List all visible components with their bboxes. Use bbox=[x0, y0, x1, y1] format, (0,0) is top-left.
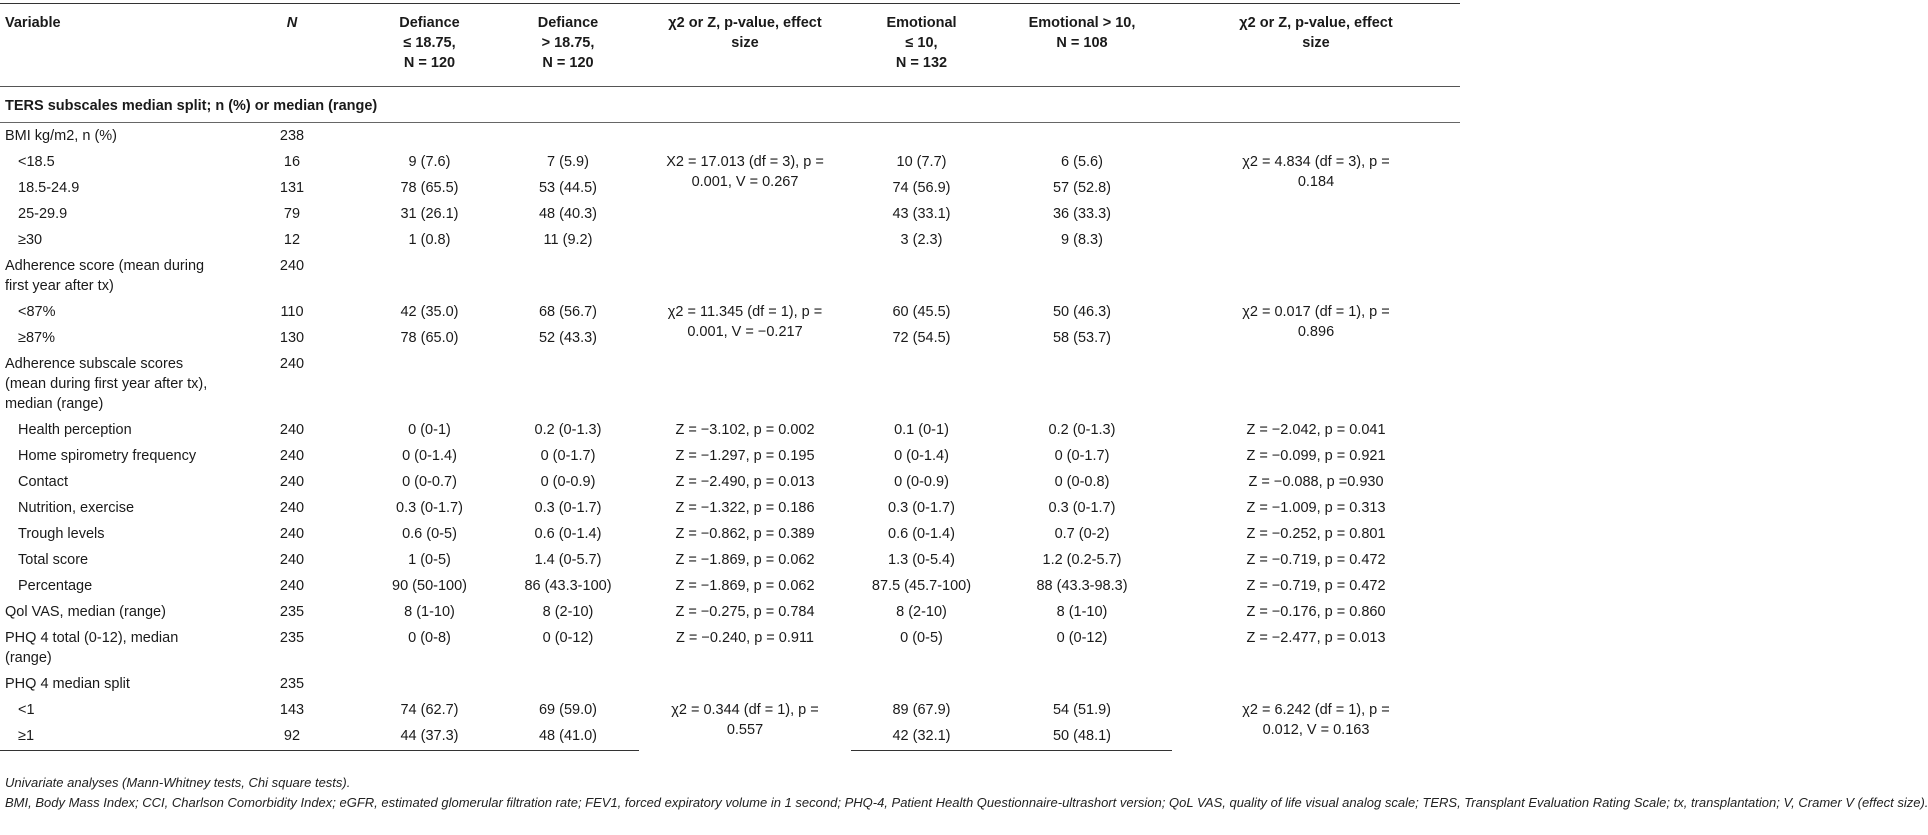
cell-stat-2: Z = −2.042, p = 0.041 bbox=[1246, 422, 1386, 438]
row-label: Adherence subscale scores (mean during first year after tx), median (range) bbox=[5, 356, 208, 412]
cell-defiance-high: 48 (40.3) bbox=[538, 206, 598, 222]
row-label: Nutrition, exercise bbox=[18, 500, 135, 516]
header-n: N bbox=[286, 15, 298, 31]
row-label: Contact bbox=[18, 474, 68, 490]
cell-stat-2: Z = −0.176, p = 0.860 bbox=[1246, 604, 1386, 620]
cell-defiance-low: 78 (65.0) bbox=[400, 330, 459, 346]
cell-emotional-low: 0 (0-0.9) bbox=[894, 474, 949, 490]
table-footnotes bbox=[5, 773, 1928, 813]
cell-emotional-high: 57 (52.8) bbox=[1052, 180, 1112, 196]
cell-stat-2: χ2 = 0.017 (df = 1), p = 0.896 bbox=[1242, 304, 1390, 340]
cell-stat-2: Z = −1.009, p = 0.313 bbox=[1246, 500, 1386, 516]
cell-stat-1: Z = −1.869, p = 0.062 bbox=[675, 552, 815, 568]
row-label: ≥30 bbox=[18, 232, 43, 248]
cell-emotional-high: 8 (1-10) bbox=[1056, 604, 1108, 620]
cell-emotional-low: 89 (67.9) bbox=[892, 702, 951, 718]
header-stat-2: χ2 or Z, p-value, effect size bbox=[1239, 15, 1393, 51]
cell-n: 235 bbox=[279, 676, 305, 692]
cell-n: 240 bbox=[279, 578, 305, 594]
cell-emotional-low: 72 (54.5) bbox=[892, 330, 951, 346]
cell-emotional-high: 1.2 (0.2-5.7) bbox=[1042, 552, 1122, 568]
cell-emotional-high: 50 (48.1) bbox=[992, 723, 1172, 751]
footnote-analyses: Univariate analyses (Mann-Whitney tests, Chi square tests). bbox=[5, 775, 351, 790]
header-defiance-high: Defiance > 18.75, N = 120 bbox=[537, 15, 599, 71]
cell-stat-1: Z = −0.275, p = 0.784 bbox=[675, 604, 815, 620]
cell-defiance-low: 0.6 (0-5) bbox=[402, 526, 457, 542]
cell-defiance-low: 1 (0-5) bbox=[408, 552, 451, 568]
cell-emotional-low: 60 (45.5) bbox=[892, 304, 951, 320]
row-label: <18.5 bbox=[18, 154, 55, 170]
cell-emotional-high: 0.2 (0-1.3) bbox=[1048, 422, 1116, 438]
section-row bbox=[0, 87, 1460, 123]
row-label: ≥87% bbox=[18, 330, 55, 346]
cell-emotional-high: 6 (5.6) bbox=[1061, 154, 1103, 170]
cell-n: 240 bbox=[279, 552, 305, 568]
cell-stat-2: Z = −0.719, p = 0.472 bbox=[1246, 578, 1386, 594]
table-row bbox=[0, 697, 1460, 723]
header-defiance-low: Defiance ≤ 18.75, N = 120 bbox=[399, 15, 460, 71]
cell-defiance-low: 31 (26.1) bbox=[400, 206, 459, 222]
cell-emotional-high: 0.3 (0-1.7) bbox=[1048, 500, 1116, 516]
cell-defiance-low: 78 (65.5) bbox=[400, 180, 459, 196]
row-label: Health perception bbox=[18, 422, 132, 438]
header-row bbox=[0, 4, 1460, 87]
cell-stat-2: Z = −0.252, p = 0.801 bbox=[1246, 526, 1386, 542]
cell-defiance-high: 11 (9.2) bbox=[543, 232, 593, 248]
table-row bbox=[0, 201, 1460, 227]
row-label: PHQ 4 median split bbox=[5, 676, 130, 692]
cell-defiance-high: 69 (59.0) bbox=[538, 702, 598, 718]
cell-n: 240 bbox=[279, 500, 305, 516]
cell-emotional-low: 10 (7.7) bbox=[896, 154, 947, 170]
cell-n: 240 bbox=[279, 474, 305, 490]
table-row bbox=[0, 521, 1460, 547]
cell-emotional-high: 0.7 (0-2) bbox=[1054, 526, 1110, 542]
cell-defiance-high: 68 (56.7) bbox=[538, 304, 598, 320]
cell-emotional-low: 0.1 (0-1) bbox=[894, 422, 949, 438]
cell-emotional-low: 3 (2.3) bbox=[900, 232, 943, 248]
cell-stat-1: Z = −0.240, p = 0.911 bbox=[676, 630, 814, 646]
cell-stat-1: Z = −0.862, p = 0.389 bbox=[675, 526, 815, 542]
cell-emotional-low: 0 (0-5) bbox=[900, 630, 943, 646]
cell-stat-2: χ2 = 4.834 (df = 3), p = 0.184 bbox=[1242, 154, 1390, 190]
cell-defiance-high: 8 (2-10) bbox=[542, 604, 594, 620]
cell-stat-1: Z = −1.322, p = 0.186 bbox=[675, 500, 815, 516]
cell-defiance-high: 0.6 (0-1.4) bbox=[534, 526, 602, 542]
cell-defiance-low: 44 (37.3) bbox=[362, 723, 497, 751]
row-label: <1 bbox=[18, 702, 35, 718]
cell-stat-1: Z = −3.102, p = 0.002 bbox=[675, 422, 815, 438]
cell-defiance-low: 0 (0-0.7) bbox=[402, 474, 457, 490]
cell-emotional-low: 8 (2-10) bbox=[896, 604, 947, 620]
cell-n: 240 bbox=[279, 422, 305, 438]
row-label: Trough levels bbox=[18, 526, 105, 542]
table-row bbox=[0, 469, 1460, 495]
cell-defiance-high: 0 (0-1.7) bbox=[540, 448, 596, 464]
table-row bbox=[0, 547, 1460, 573]
header-emotional-low: Emotional ≤ 10, N = 132 bbox=[886, 15, 957, 71]
cell-emotional-low: 0.6 (0-1.4) bbox=[888, 526, 955, 542]
cell-n: 12 bbox=[283, 232, 301, 248]
cell-n: 79 bbox=[283, 206, 301, 222]
cell-stat-2: Z = −0.088, p =0.930 bbox=[1248, 474, 1384, 490]
cell-emotional-high: 54 (51.9) bbox=[1052, 702, 1112, 718]
table-row bbox=[0, 417, 1460, 443]
cell-emotional-high: 0 (0-12) bbox=[1056, 630, 1108, 646]
header-variable: Variable bbox=[5, 15, 61, 31]
cell-n: 240 bbox=[279, 526, 305, 542]
cell-stat-1: χ2 = 0.344 (df = 1), p = 0.557 bbox=[671, 702, 819, 738]
row-label: Home spirometry frequency bbox=[18, 448, 197, 464]
table-row bbox=[0, 443, 1460, 469]
cell-defiance-low: 8 (1-10) bbox=[404, 604, 455, 620]
cell-defiance-low: 74 (62.7) bbox=[400, 702, 459, 718]
cell-n: 130 bbox=[279, 330, 305, 346]
cell-defiance-low: 9 (7.6) bbox=[408, 154, 451, 170]
cell-defiance-low: 0 (0-8) bbox=[408, 630, 451, 646]
row-label: Qol VAS, median (range) bbox=[5, 604, 166, 620]
cell-emotional-low: 0.3 (0-1.7) bbox=[888, 500, 955, 516]
table-row bbox=[0, 351, 1460, 417]
cell-emotional-low: 43 (33.1) bbox=[892, 206, 951, 222]
row-label: <87% bbox=[18, 304, 56, 320]
cell-n: 235 bbox=[279, 630, 305, 646]
table-row bbox=[0, 625, 1460, 671]
table-row bbox=[0, 149, 1460, 175]
cell-emotional-low: 42 (32.1) bbox=[851, 723, 992, 751]
cell-stat-1: χ2 = 11.345 (df = 1), p = 0.001, V = −0.217 bbox=[667, 304, 823, 340]
table-row bbox=[0, 253, 1460, 299]
results-table bbox=[0, 3, 1460, 751]
cell-stat-2: Z = −2.477, p = 0.013 bbox=[1246, 630, 1386, 646]
cell-stat-2: Z = −0.099, p = 0.921 bbox=[1246, 448, 1386, 464]
row-label: PHQ 4 total (0-12), median (range) bbox=[5, 630, 179, 666]
table-row bbox=[0, 495, 1460, 521]
row-label: 25-29.9 bbox=[18, 206, 68, 222]
cell-emotional-low: 0 (0-1.4) bbox=[894, 448, 949, 464]
cell-defiance-high: 0 (0-0.9) bbox=[540, 474, 596, 490]
cell-stat-1: Z = −1.869, p = 0.062 bbox=[675, 578, 815, 594]
table-row bbox=[0, 599, 1460, 625]
cell-defiance-high: 0.2 (0-1.3) bbox=[534, 422, 602, 438]
row-label: Adherence score (mean during first year after tx) bbox=[5, 258, 205, 294]
footnote-abbreviations: BMI, Body Mass Index; CCI, Charlson Comorbidity Index; eGFR, estimated glomerular filtration rate; FEV1, forced expiratory volume in 1 second; PHQ-4, Patient Health Questionnaire-ultrashort version; QoL VAS, quality of life visual analog scale; TERS, Transplant Evaluation Rating Scale; tx, transplantation; V, Cramer V (effect size). bbox=[5, 795, 1928, 810]
table-row bbox=[0, 123, 1460, 150]
cell-defiance-low: 42 (35.0) bbox=[400, 304, 459, 320]
cell-defiance-high: 0.3 (0-1.7) bbox=[534, 500, 602, 516]
cell-emotional-high: 88 (43.3-98.3) bbox=[1036, 578, 1128, 594]
cell-stat-2: Z = −0.719, p = 0.472 bbox=[1246, 552, 1386, 568]
cell-defiance-low: 0 (0-1.4) bbox=[402, 448, 457, 464]
table-row bbox=[0, 299, 1460, 325]
row-label: Percentage bbox=[18, 578, 93, 594]
cell-emotional-high: 58 (53.7) bbox=[1052, 330, 1112, 346]
cell-emotional-high: 0 (0-1.7) bbox=[1054, 448, 1110, 464]
cell-n: 131 bbox=[279, 180, 305, 196]
cell-defiance-high: 53 (44.5) bbox=[538, 180, 598, 196]
cell-n: 238 bbox=[279, 128, 305, 144]
row-label: Total score bbox=[18, 552, 89, 568]
row-label: ≥1 bbox=[0, 723, 222, 751]
cell-emotional-high: 36 (33.3) bbox=[1052, 206, 1112, 222]
cell-stat-1: Z = −1.297, p = 0.195 bbox=[675, 448, 815, 464]
cell-emotional-high: 0 (0-0.8) bbox=[1054, 474, 1110, 490]
cell-n: 92 bbox=[222, 723, 362, 751]
table-row bbox=[0, 573, 1460, 599]
cell-n: 240 bbox=[279, 356, 305, 372]
header-stat-1: χ2 or Z, p-value, effect size bbox=[668, 15, 822, 51]
cell-stat-1: Z = −2.490, p = 0.013 bbox=[675, 474, 815, 490]
cell-defiance-high: 52 (43.3) bbox=[538, 330, 598, 346]
cell-defiance-high: 0 (0-12) bbox=[542, 630, 594, 646]
cell-defiance-high: 7 (5.9) bbox=[547, 154, 589, 170]
section-title: TERS subscales median split; n (%) or median (range) bbox=[0, 87, 1460, 123]
cell-stat-1: X2 = 17.013 (df = 3), p = 0.001, V = 0.267 bbox=[666, 154, 824, 190]
cell-defiance-low: 90 (50-100) bbox=[392, 578, 467, 594]
cell-emotional-low: 1.3 (0-5.4) bbox=[888, 552, 955, 568]
cell-emotional-high: 50 (46.3) bbox=[1052, 304, 1112, 320]
cell-n: 16 bbox=[283, 154, 301, 170]
table-row bbox=[0, 227, 1460, 253]
cell-emotional-low: 74 (56.9) bbox=[892, 180, 951, 196]
cell-defiance-low: 1 (0.8) bbox=[408, 232, 451, 248]
cell-defiance-low: 0.3 (0-1.7) bbox=[396, 500, 463, 516]
cell-n: 110 bbox=[280, 304, 304, 320]
table-row bbox=[0, 671, 1460, 697]
row-label: 18.5-24.9 bbox=[18, 180, 80, 196]
cell-defiance-high: 1.4 (0-5.7) bbox=[534, 552, 602, 568]
cell-defiance-low: 0 (0-1) bbox=[408, 422, 451, 438]
cell-n: 240 bbox=[279, 258, 305, 274]
cell-defiance-high: 48 (41.0) bbox=[497, 723, 639, 751]
cell-n: 143 bbox=[279, 702, 305, 718]
row-label: BMI kg/m2, n (%) bbox=[5, 128, 117, 144]
cell-stat-2: χ2 = 6.242 (df = 1), p = 0.012, V = 0.163 bbox=[1242, 702, 1390, 738]
cell-defiance-high: 86 (43.3-100) bbox=[524, 578, 612, 594]
cell-n: 240 bbox=[279, 448, 305, 464]
cell-n: 235 bbox=[279, 604, 305, 620]
cell-emotional-low: 87.5 (45.7-100) bbox=[871, 578, 972, 594]
cell-emotional-high: 9 (8.3) bbox=[1061, 232, 1103, 248]
header-emotional-high: Emotional > 10, N = 108 bbox=[1028, 15, 1136, 51]
